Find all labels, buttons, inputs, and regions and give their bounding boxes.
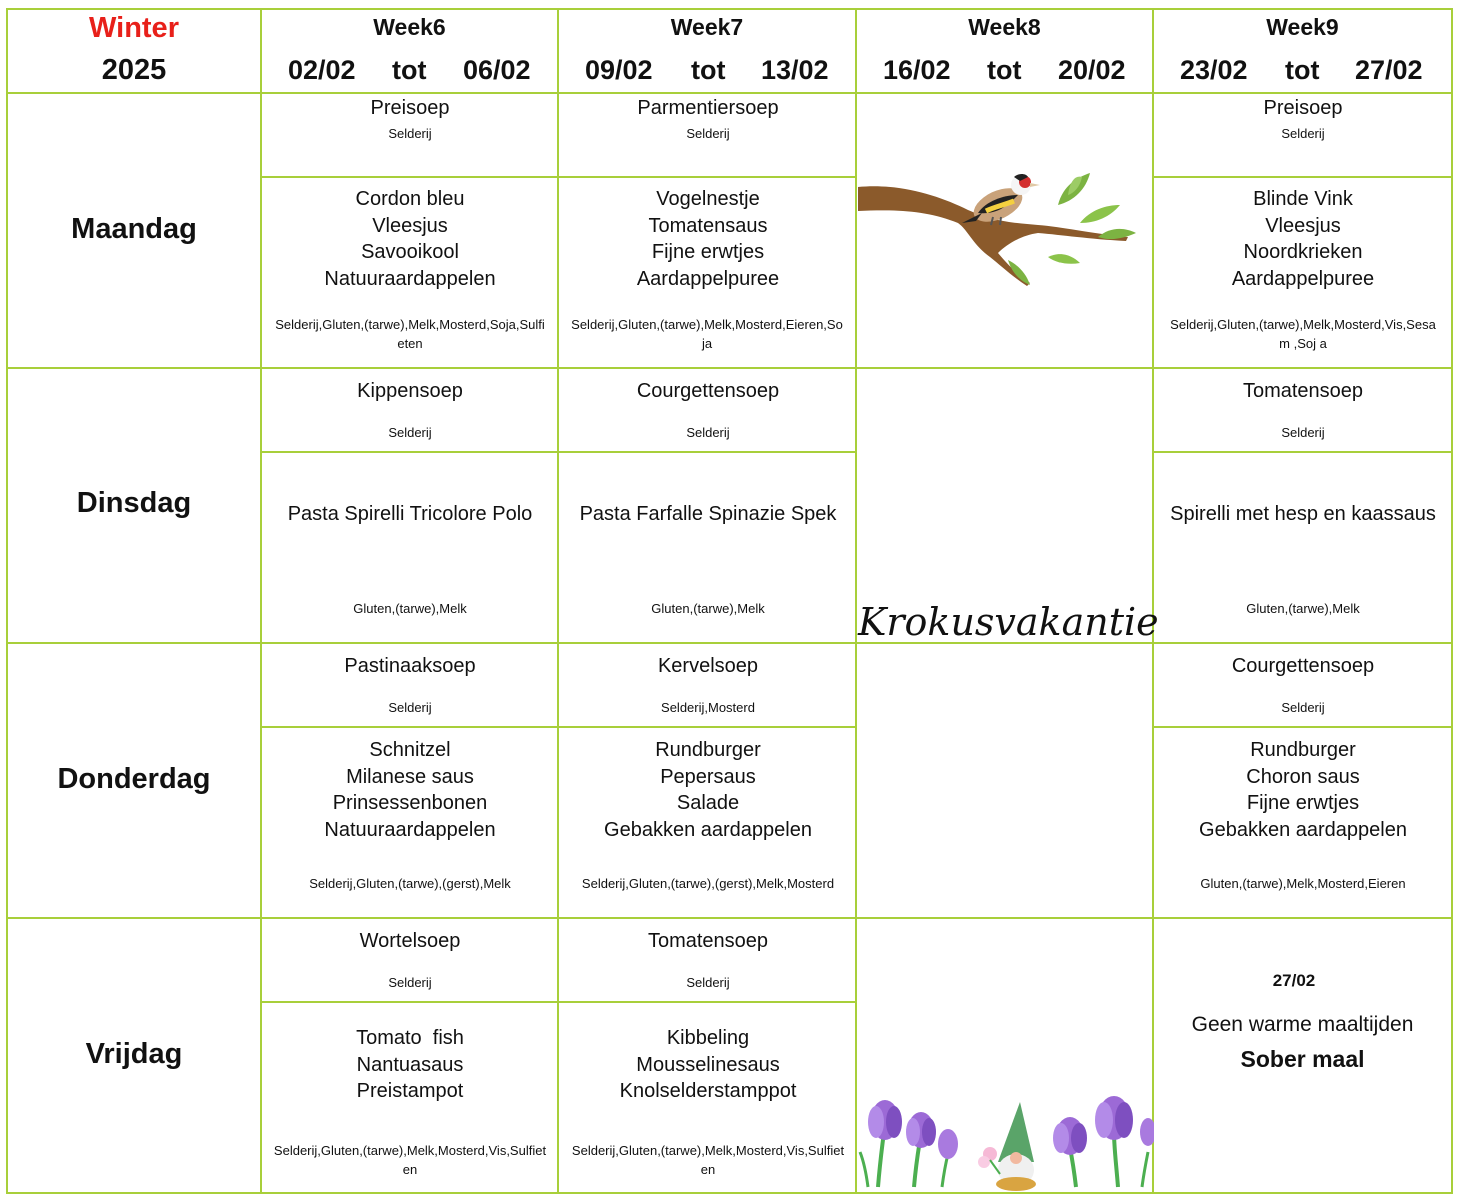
main-dish-line: Gebakken aardappelen <box>1199 818 1407 841</box>
main-dish-line: Pepersaus <box>660 765 756 788</box>
grid-line <box>1451 8 1453 1193</box>
soup-allergens: Selderij <box>686 975 730 990</box>
main-dish <box>561 737 855 843</box>
main-dish-line: Kibbeling <box>666 1027 750 1049</box>
main-dish <box>561 501 855 528</box>
soup-name: Courgettensoep <box>636 380 780 402</box>
main-dish-line: Tomato fish <box>356 1027 464 1049</box>
main-dish-line: Choron saus <box>1246 765 1360 788</box>
grid-line <box>1152 726 1453 728</box>
main-dish-line: Noordkrieken <box>1243 241 1363 263</box>
main-dish-line: Natuuraardappelen <box>324 267 496 290</box>
main-dish-line: Tomatensaus <box>648 214 768 237</box>
week-label: Week8 <box>968 14 1041 40</box>
soup-name: Preisoep <box>370 97 450 119</box>
allergen-line: Gluten,(tarwe),Melk <box>353 601 467 616</box>
leaf-shape <box>1048 254 1080 264</box>
main-dish-line: Rundburger <box>655 739 761 761</box>
season-year: 2025 <box>101 54 167 86</box>
main-dish-line: Fijne erwtjes <box>651 241 765 263</box>
main-dish <box>263 737 557 843</box>
main-dish-line: Aardappelpuree <box>1231 267 1375 290</box>
soup-allergens: Selderij <box>686 425 730 440</box>
soup-name: Tomatensoep <box>647 930 769 952</box>
soup-allergens: Selderij <box>388 975 432 990</box>
grid-line <box>260 451 857 453</box>
soup-allergens: Selderij <box>388 425 432 440</box>
main-dish-line: Vogelnestje <box>656 188 760 210</box>
main-dish-line: Knolselderstamppot <box>619 1080 797 1102</box>
main-dish-line: Mousselinesaus <box>636 1053 780 1076</box>
allergen-line: Gluten,(tarwe),Melk <box>1246 601 1360 616</box>
main-dish <box>263 186 557 292</box>
allergen-line: Selderij,Gluten,(tarwe),(gerst),Melk,Mosterd <box>581 876 835 891</box>
allergen-line: Gluten,(tarwe),Melk <box>651 601 765 616</box>
soup-allergens: Selderij <box>1281 700 1325 715</box>
week-date-sep: tot <box>392 55 427 85</box>
soup-name: Tomatensoep <box>1242 380 1364 402</box>
main-dish-line: Pasta Spirelli Tricolore Polo <box>287 503 533 525</box>
main-dish <box>1156 186 1450 292</box>
main-dish-line: Fijne erwtjes <box>1246 792 1360 814</box>
week-date-sep: tot <box>1285 55 1320 85</box>
day-label: Vrijdag <box>85 1038 183 1070</box>
soup-allergens: Selderij <box>1281 425 1325 440</box>
gnome-figure <box>978 1102 1036 1191</box>
main-dish-line: Blinde Vink <box>1253 188 1353 210</box>
day-label: Donderdag <box>57 763 211 795</box>
week-date-to: 06/02 <box>463 55 531 85</box>
allergen-line: en <box>700 1162 716 1177</box>
main-allergens <box>1155 874 1451 893</box>
soup-name: Wortelsoep <box>359 930 461 952</box>
main-allergens <box>262 599 558 618</box>
grid-line <box>6 1192 1453 1194</box>
allergen-line: Selderij,Gluten,(tarwe),Melk,Mosterd,Vis,Sulfiet <box>273 1143 547 1158</box>
main-dish-line: Milanese saus <box>346 765 474 788</box>
main-dish-line: Savooikool <box>361 241 459 263</box>
soup-name: Preisoep <box>1263 97 1343 119</box>
week-date-from: 16/02 <box>883 55 951 85</box>
allergen-line: Selderij,Gluten,(tarwe),Melk,Mosterd,Soja,Sulfi <box>275 317 545 332</box>
main-dish-line: Spirelli met hesp en kaassaus <box>1170 503 1436 525</box>
week-date-sep: tot <box>691 55 726 85</box>
grid-line <box>6 8 8 1193</box>
allergen-line: ja <box>701 336 713 351</box>
grid-line <box>6 367 1453 369</box>
week-date-to: 27/02 <box>1355 55 1423 85</box>
main-dish-line: Vleesjus <box>1265 214 1341 237</box>
soup-allergens: Selderij <box>686 126 730 141</box>
week-date-from: 09/02 <box>585 55 653 85</box>
week-label: Week6 <box>373 14 446 40</box>
notice-text: Geen warme maaltijden <box>1191 1013 1414 1036</box>
grid-line <box>260 1001 857 1003</box>
week-date-from: 23/02 <box>1180 55 1248 85</box>
main-dish-line: Schnitzel <box>369 739 451 761</box>
grid-line <box>6 642 1453 644</box>
crocus-gnome-illustration <box>858 1092 1154 1192</box>
soup-name: Courgettensoep <box>1231 655 1375 677</box>
main-dish <box>263 1025 557 1105</box>
grid-line <box>1152 176 1453 178</box>
main-dish-line: Vleesjus <box>372 214 448 237</box>
soup-name: Pastinaaksoep <box>344 655 476 677</box>
week-label: Week9 <box>1266 14 1339 40</box>
soup-allergens: Selderij <box>1281 126 1325 141</box>
main-dish-line: Pasta Farfalle Spinazie Spek <box>579 503 837 525</box>
soup-name: Parmentiersoep <box>637 97 779 119</box>
vacation-label: Krokusvakantie <box>858 600 1159 644</box>
main-dish <box>561 1025 855 1105</box>
main-dish-line: Cordon bleu <box>355 188 465 210</box>
goldfinch-bird <box>962 174 1040 229</box>
main-dish <box>1156 737 1450 843</box>
main-dish <box>561 186 855 292</box>
leaf-shape <box>1080 205 1120 223</box>
allergen-line: en <box>402 1162 418 1177</box>
grid-line <box>260 176 857 178</box>
grid-line <box>6 8 1453 10</box>
soup-allergens: Selderij <box>388 700 432 715</box>
main-dish-line: Prinsessenbonen <box>332 792 488 814</box>
main-dish-line: Rundburger <box>1250 739 1356 761</box>
main-allergens <box>560 1141 856 1179</box>
day-label: Maandag <box>71 213 197 245</box>
soup-allergens: Selderij,Mosterd <box>661 700 755 715</box>
week-date-sep: tot <box>987 55 1022 85</box>
main-dish-line: Natuuraardappelen <box>324 818 496 841</box>
day-label: Dinsdag <box>76 487 192 519</box>
main-allergens <box>560 874 856 893</box>
main-dish-line: Aardappelpuree <box>636 267 780 290</box>
main-allergens <box>560 599 856 618</box>
main-allergens <box>262 1141 558 1179</box>
week-date-from: 02/02 <box>288 55 356 85</box>
notice-text-bold: Sober maal <box>1240 1046 1365 1072</box>
main-dish-line: Nantuasaus <box>356 1053 464 1076</box>
week-date-to: 20/02 <box>1058 55 1126 85</box>
week-label: Week7 <box>670 14 744 40</box>
main-allergens <box>559 315 855 353</box>
allergen-line: m ,Soj a <box>1279 336 1327 351</box>
season-label: Winter <box>89 12 179 44</box>
allergen-line: Selderij,Gluten,(tarwe),(gerst),Melk <box>309 876 511 891</box>
soup-name: Kervelsoep <box>657 655 759 677</box>
main-dish-line: Salade <box>676 792 740 814</box>
main-allergens <box>262 874 558 893</box>
grid-line <box>260 726 857 728</box>
main-dish-line: Gebakken aardappelen <box>604 818 812 841</box>
main-dish-line: Preistampot <box>356 1080 464 1102</box>
allergen-line: eten <box>397 336 423 351</box>
week-date-to: 13/02 <box>761 55 829 85</box>
allergen-line: Selderij,Gluten,(tarwe),Melk,Mosterd,Vis,Sesa <box>1170 317 1436 332</box>
soup-allergens: Selderij <box>388 126 432 141</box>
main-dish <box>1156 501 1450 528</box>
main-allergens <box>262 315 558 353</box>
grid-line <box>6 92 1453 94</box>
leaf-shape <box>1098 229 1136 239</box>
allergen-line: Selderij,Gluten,(tarwe),Melk,Mosterd,Eieren,So <box>571 317 843 332</box>
main-allergens <box>1155 315 1451 353</box>
allergen-line: Gluten,(tarwe),Melk,Mosterd,Eieren <box>1200 876 1406 891</box>
allergen-line: Selderij,Gluten,(tarwe),Melk,Mosterd,Vis,Sulfiet <box>571 1143 845 1158</box>
goldfinch-branch-illustration <box>858 165 1138 295</box>
crocus-flower <box>860 1100 958 1187</box>
grid-line <box>6 917 1453 919</box>
main-dish <box>263 501 557 528</box>
soup-name: Kippensoep <box>357 380 463 402</box>
grid-line <box>1152 451 1453 453</box>
crocus-flower <box>1053 1096 1154 1187</box>
main-allergens <box>1155 599 1451 618</box>
notice-date: 27/02 <box>1272 971 1316 990</box>
